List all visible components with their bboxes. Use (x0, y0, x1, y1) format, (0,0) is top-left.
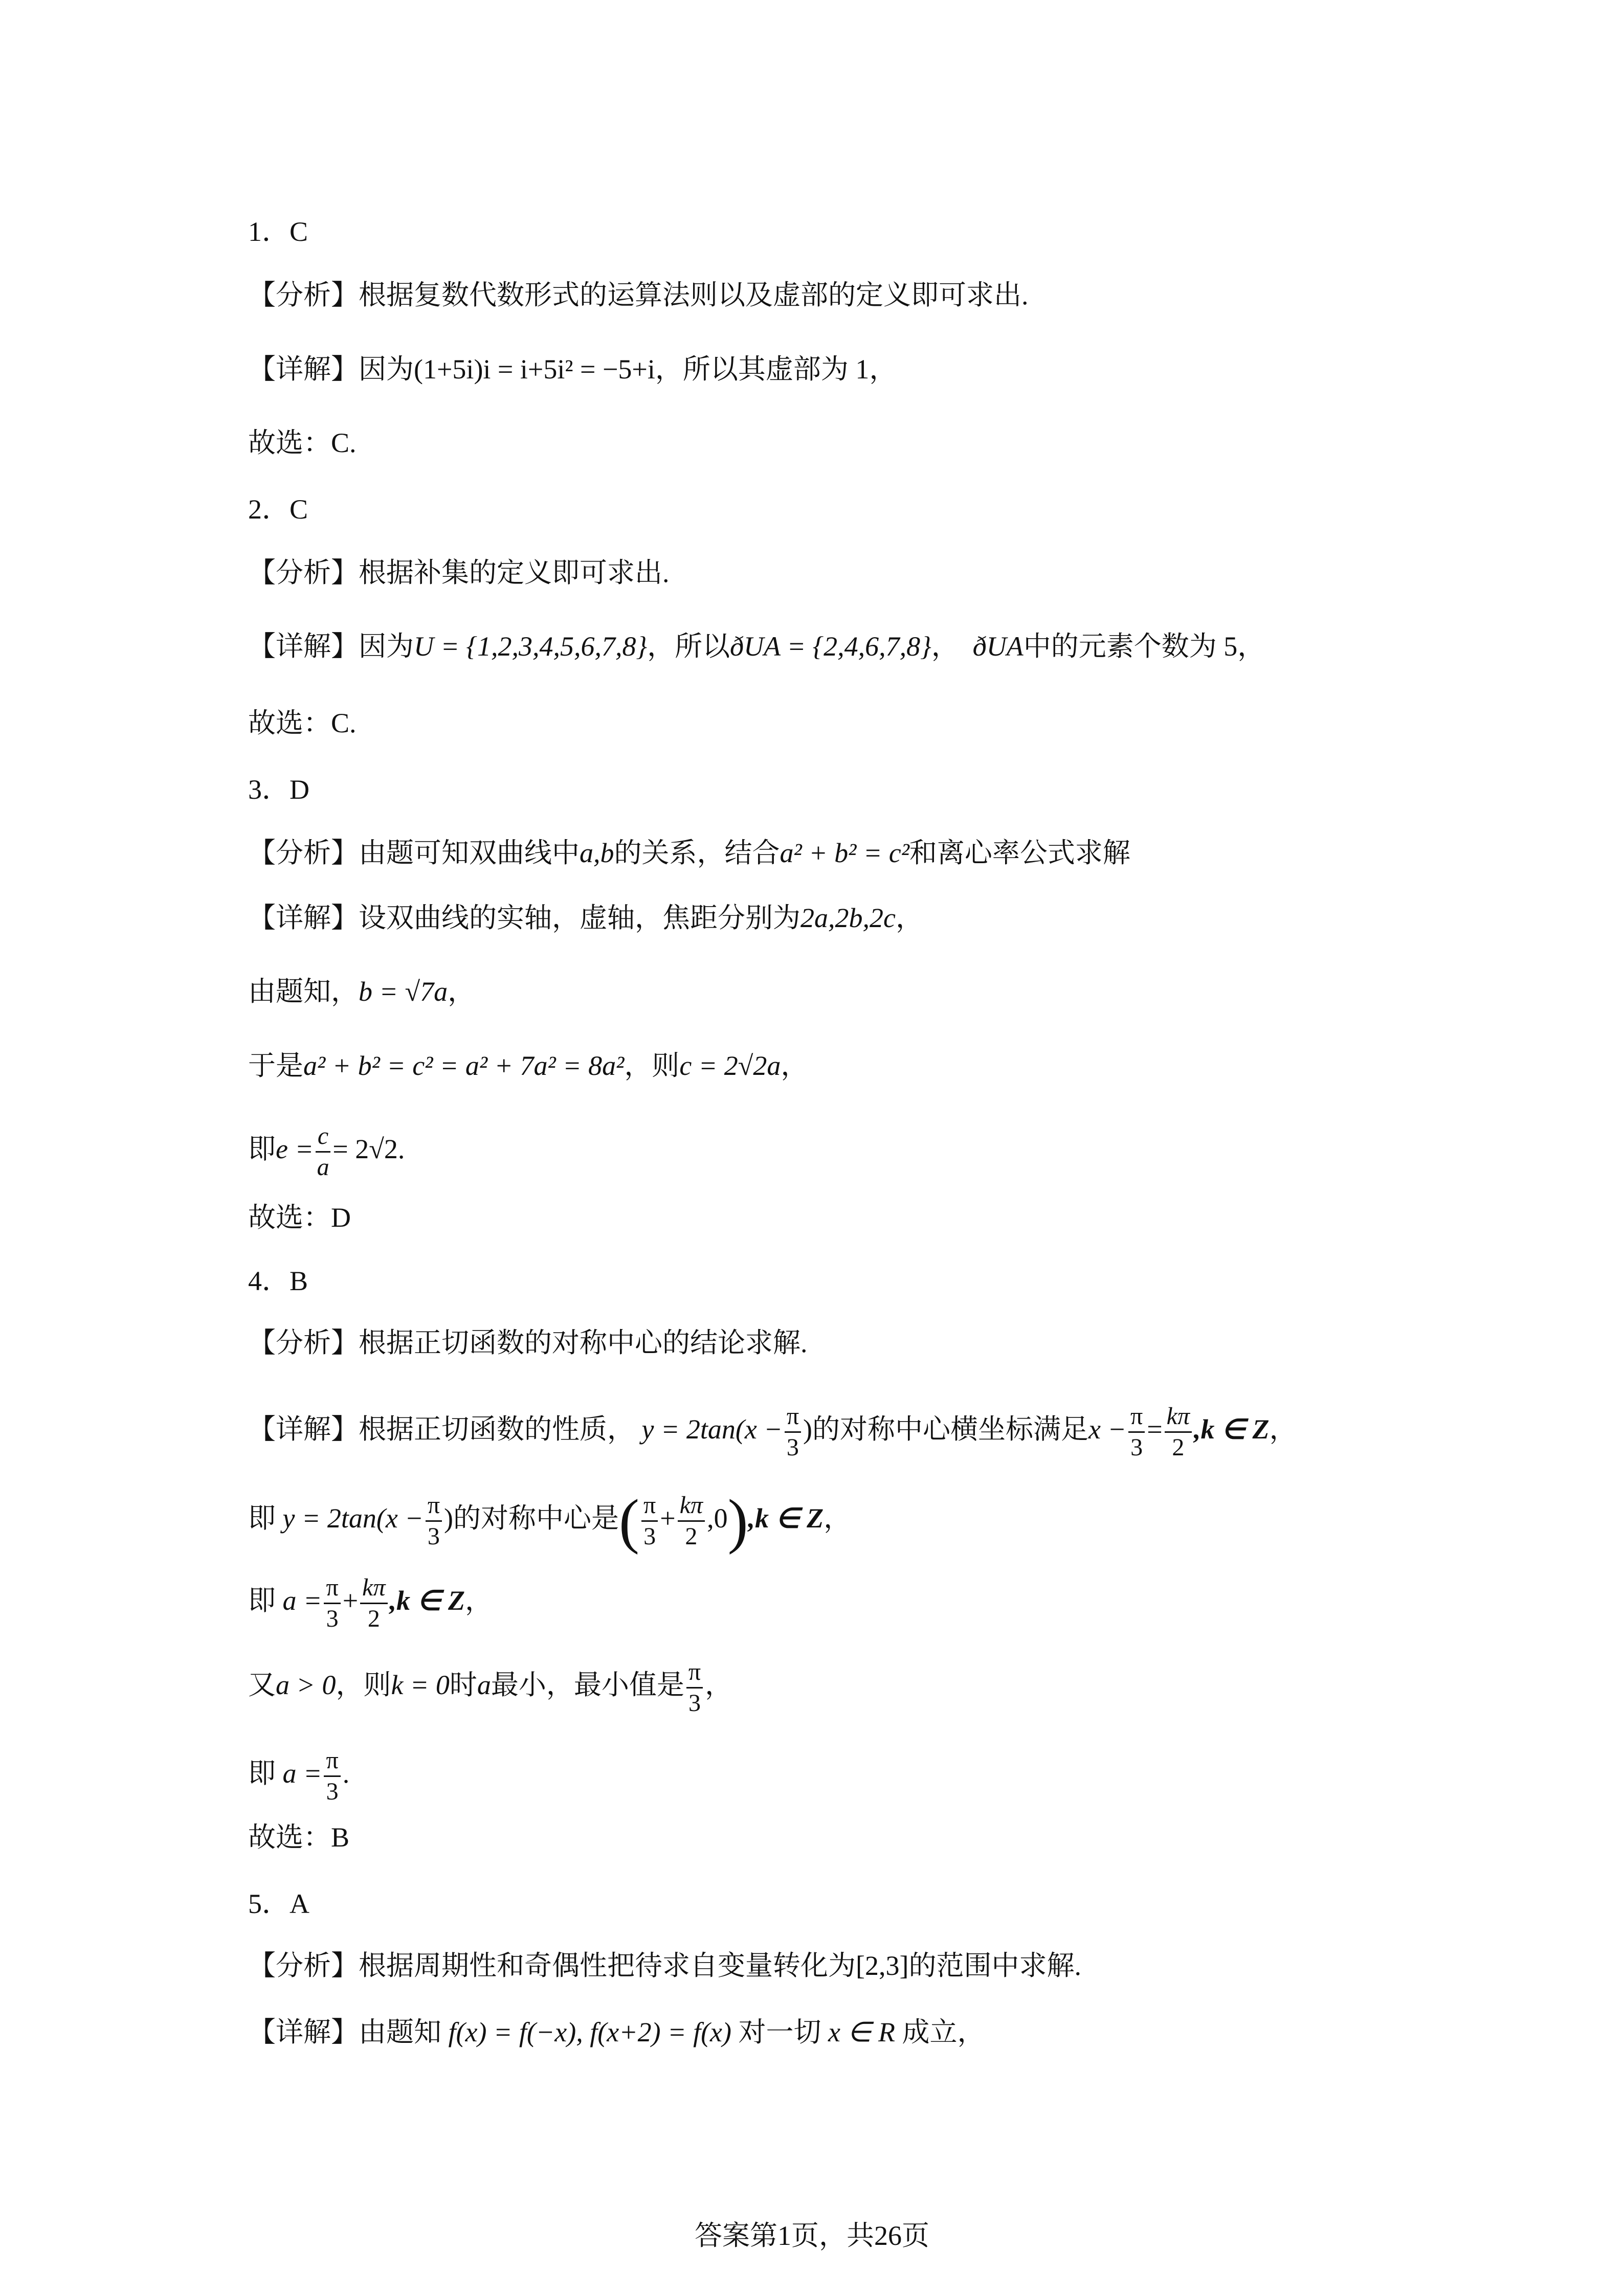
analysis-text: 根据周期性和奇偶性把待求自变量转化为[2,3]的范围中求解. (359, 1950, 1081, 1981)
fraction (316, 1121, 330, 1182)
math: = (1147, 1413, 1163, 1445)
q3-line2 (248, 1048, 808, 1084)
math: f(x) = f(−x), f(x+2) = f(x) (448, 2017, 731, 2047)
text: 于是 (248, 1050, 303, 1081)
math: a² + b² = c² = a² + 7a² = 8a² (303, 1050, 625, 1081)
text: 根据正切函数的性质， (359, 1413, 635, 1445)
math: + (342, 1585, 359, 1616)
fraction (1128, 1402, 1145, 1462)
text: ， (465, 1585, 493, 1616)
q4-line3 (248, 1573, 493, 1634)
fraction (641, 1491, 658, 1551)
numerator: kπ (678, 1491, 705, 1522)
q2-answer: 2．C (248, 494, 308, 525)
math: a² + b² = c² (780, 838, 909, 868)
text: 即 (248, 1758, 276, 1789)
text: . (397, 1133, 405, 1164)
numerator: kπ (360, 1573, 387, 1604)
math: ,k ∈ Z (389, 1585, 465, 1616)
text: ，则 (624, 1050, 680, 1081)
text: ，所以 (647, 631, 730, 662)
denominator: a (317, 1154, 329, 1181)
math: (1+5i)i = i+5i² = −5+i (414, 354, 655, 385)
numerator: π (785, 1402, 801, 1433)
q2-detail (248, 628, 1265, 664)
math: y = 2tan(x − (282, 1502, 424, 1534)
q2-analysis (248, 555, 670, 591)
text: 又 (248, 1669, 276, 1700)
math: ðUA = {2,4,6,7,8} (730, 631, 931, 662)
math: x − (1088, 1413, 1126, 1445)
text: ， (931, 631, 959, 662)
fraction (426, 1491, 442, 1551)
text: ， (705, 1669, 733, 1700)
text: ，所以其虚部为 1， (655, 354, 897, 385)
q3-choice: 故选：D (248, 1202, 351, 1233)
text: 对一切 (738, 2017, 821, 2047)
detail-tag: 【详解】 (248, 1413, 359, 1445)
text: 即 (248, 1133, 276, 1164)
math: U = {1,2,3,4,5,6,7,8} (414, 631, 648, 662)
fraction (1165, 1402, 1192, 1462)
analysis-tag: 【分析】 (248, 280, 359, 310)
numerator: π (641, 1491, 658, 1522)
text: 由题知 (359, 2017, 441, 2047)
detail-tag: 【详解】 (248, 354, 359, 385)
text: ，则 (336, 1669, 391, 1700)
detail-tag: 【详解】 (248, 631, 359, 662)
q4-line5 (248, 1746, 349, 1807)
q3-answer: 3．D (248, 774, 309, 805)
text: 由题可知双曲线中 (359, 838, 580, 868)
denominator: 3 (688, 1690, 701, 1717)
q1-analysis (248, 277, 1029, 313)
math: a = (282, 1585, 322, 1616)
q4-line4 (248, 1657, 732, 1718)
analysis-tag: 【分析】 (248, 1950, 359, 1981)
numerator: π (1128, 1402, 1145, 1433)
math: k = 0 (391, 1669, 450, 1700)
fraction (324, 1746, 340, 1807)
math: + (660, 1502, 676, 1534)
text: 的关系，结合 (614, 838, 780, 868)
analysis-text: 根据复数代数形式的运算法则以及虚部的定义即可求出. (359, 280, 1029, 310)
fraction (360, 1573, 387, 1634)
math: ,k ∈ Z (748, 1502, 824, 1534)
math: ,0 (707, 1502, 728, 1534)
q4-detail (248, 1402, 1297, 1462)
q4-analysis (248, 1325, 808, 1361)
text: 即 (248, 1585, 276, 1616)
denominator: 3 (326, 1605, 339, 1632)
denominator: 3 (1130, 1434, 1143, 1461)
numerator: π (686, 1657, 703, 1689)
math: a > 0 (276, 1669, 336, 1700)
q1-answer: 1．C (248, 216, 308, 247)
text: . (342, 1758, 350, 1789)
math: a = (282, 1758, 322, 1789)
analysis-tag: 【分析】 (248, 838, 359, 868)
numerator: π (324, 1746, 340, 1777)
text: 的对称中心是 (453, 1502, 619, 1534)
q4-choice: 故选：B (248, 1822, 350, 1853)
text: 即 (248, 1502, 276, 1534)
math: b = √7a (359, 976, 448, 1007)
q4-line2 (248, 1487, 852, 1555)
text: 设双曲线的实轴，虚轴，焦距分别为 (359, 903, 800, 933)
q5-answer: 5．A (248, 1888, 309, 1919)
numerator: π (426, 1491, 442, 1522)
fraction (678, 1491, 705, 1551)
text: 成立， (902, 2017, 985, 2047)
math: = 2√2 (332, 1133, 398, 1164)
detail-tag: 【详解】 (248, 2017, 359, 2047)
denominator: 2 (685, 1523, 698, 1550)
math: e = (276, 1133, 314, 1164)
text: 中的元素个数为 5， (1023, 631, 1265, 662)
q3-line3 (248, 1121, 405, 1182)
text: 因为 (359, 354, 414, 385)
numerator: π (324, 1573, 340, 1604)
q3-line1 (248, 974, 475, 1009)
analysis-tag: 【分析】 (248, 557, 359, 588)
denominator: 2 (367, 1605, 380, 1632)
math: a (477, 1669, 491, 1700)
q2-choice: 故选：C. (248, 708, 357, 738)
page-footer: 答案第1页，共26页 (695, 2220, 929, 2251)
math: ,k ∈ Z (1194, 1413, 1270, 1445)
denominator: 3 (326, 1778, 339, 1805)
math: ðUA (972, 631, 1024, 662)
fraction (324, 1573, 340, 1634)
math: ) (444, 1502, 454, 1534)
denominator: 2 (1172, 1434, 1185, 1461)
denominator: 3 (643, 1523, 656, 1550)
q5-detail (248, 2014, 985, 2050)
numerator: kπ (1165, 1402, 1192, 1433)
text: 时 (449, 1669, 477, 1700)
text: 由题知， (248, 976, 359, 1007)
math: a,b (580, 838, 614, 868)
analysis-text: 根据补集的定义即可求出. (359, 557, 670, 588)
text: ， (448, 976, 476, 1007)
left-paren: ( (619, 1487, 639, 1555)
q3-detail (248, 900, 923, 936)
text: ， (824, 1502, 852, 1534)
fraction (686, 1657, 703, 1718)
text: 最小，最小值是 (491, 1669, 684, 1700)
denominator: 3 (786, 1434, 799, 1461)
analysis-tag: 【分析】 (248, 1327, 359, 1358)
q5-analysis (248, 1948, 1081, 1984)
q1-choice: 故选：C. (248, 427, 357, 458)
math: 2a,2b,2c (800, 903, 896, 933)
right-paren: ) (727, 1487, 748, 1555)
detail-tag: 【详解】 (248, 903, 359, 933)
q3-analysis (248, 835, 1130, 871)
text: ， (1269, 1413, 1297, 1445)
math: x ∈ R (828, 2017, 895, 2047)
text: ， (895, 903, 923, 933)
text: 的对称中心横坐标满足 (812, 1413, 1089, 1445)
math: c = 2√2a (679, 1050, 781, 1081)
q1-detail (248, 351, 897, 387)
math: ) (803, 1413, 813, 1445)
text: 和离心率公式求解 (909, 838, 1130, 868)
fraction (785, 1402, 801, 1462)
numerator: c (316, 1121, 330, 1153)
text: ， (781, 1050, 809, 1081)
analysis-text: 根据正切函数的对称中心的结论求解. (359, 1327, 808, 1358)
denominator: 3 (427, 1523, 440, 1550)
q4-answer: 4．B (248, 1266, 308, 1296)
math: y = 2tan(x − (641, 1413, 783, 1445)
text: 因为 (359, 631, 414, 662)
